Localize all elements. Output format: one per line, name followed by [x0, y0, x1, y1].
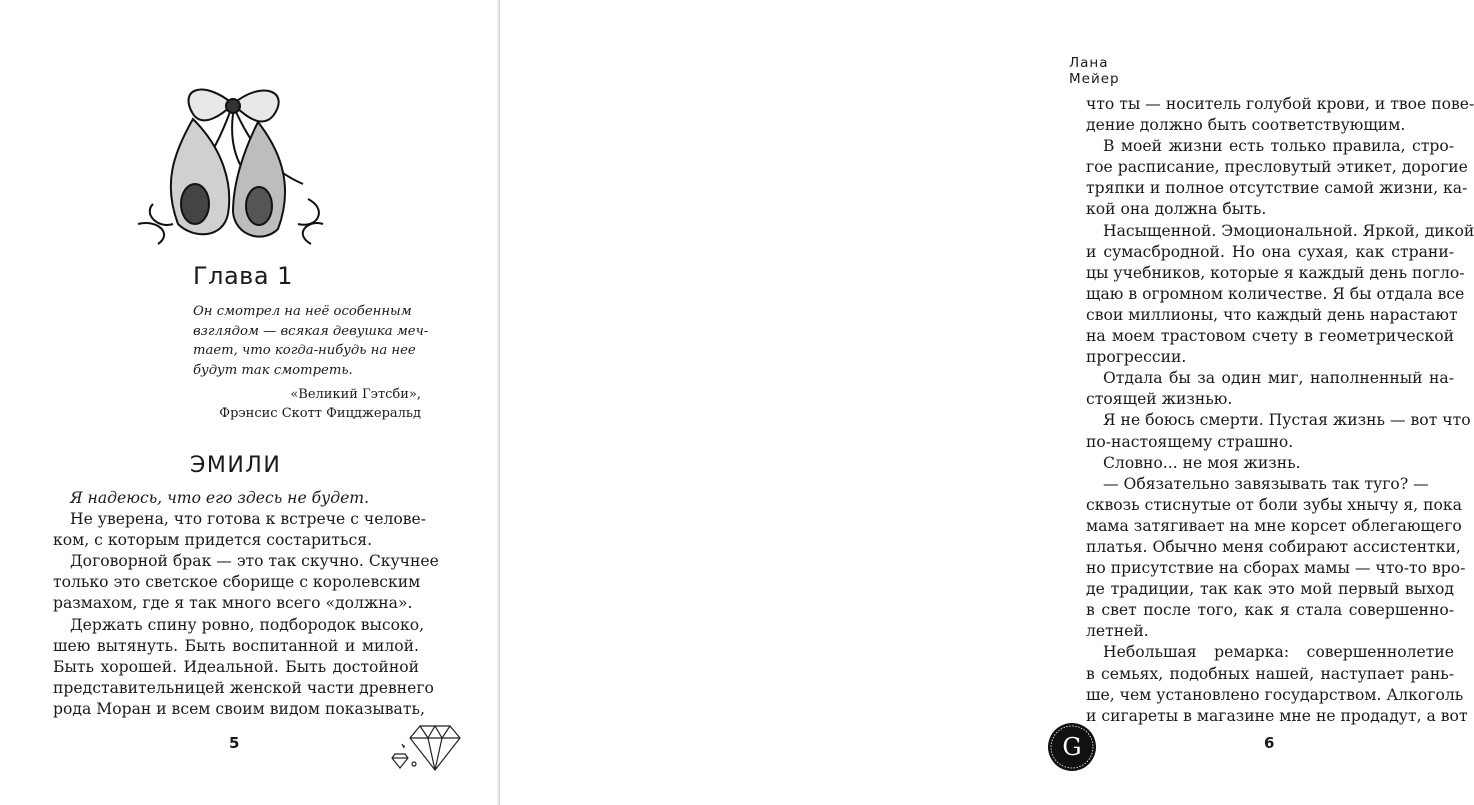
epigraph — [193, 302, 429, 423]
text-line: ком, с которым придется состариться. — [53, 531, 373, 550]
text-line: Быть хорошей. Идеальной. Быть достойной — [53, 657, 419, 676]
page-number: 5 — [229, 734, 240, 752]
text-line: де традиции, так как это мой первый выход — [1086, 580, 1454, 599]
text-line: в семьях, подобных нашей, наступает рань- — [1086, 664, 1454, 683]
text-line: Я не боюсь смерти. Пустая жизнь — вот что — [1103, 411, 1471, 430]
text-line: стоящей жизнью. — [1086, 390, 1233, 409]
text-line: только это светское сборище с королевским — [53, 573, 421, 592]
text-line: на моем трастовом счету в геометрической — [1086, 327, 1454, 346]
text-line: что ты — носитель голубой крови, и твое пове- — [1086, 95, 1474, 113]
text-line: дение должно быть соответствующим. — [1086, 116, 1406, 135]
publisher-logo — [1047, 722, 1097, 772]
text-line: Держать спину ровно, подбородок высоко, — [70, 615, 425, 634]
text-line: по-настоящему страшно. — [1086, 432, 1294, 451]
body-text — [1086, 94, 1474, 727]
right-page — [500, 0, 1474, 805]
text-line: В моей жизни есть только правила, стро- — [1103, 137, 1454, 156]
epigraph-line: взглядом — всякая девушка меч- — [193, 323, 429, 339]
text-line: ше, чем установлено государством. Алкоголь — [1086, 685, 1464, 704]
text-line: цы учебников, которые я каждый день погло- — [1086, 263, 1465, 282]
text-line: кой она должна быть. — [1086, 200, 1267, 219]
ballet-pointe-shoes-icon — [133, 74, 333, 254]
text-line: но присутствие на сборах мамы — что-то вро- — [1086, 559, 1466, 578]
text-line: Не уверена, что готова к встрече с челове- — [70, 510, 427, 529]
diamond-icon — [392, 716, 462, 774]
epigraph-line: будут так смотреть. — [193, 362, 353, 378]
epigraph-line: тает, что когда-нибудь на нее — [193, 343, 416, 358]
text-line: платья. Обычно меня собирают ассистентки, — [1086, 537, 1461, 556]
chapter-title: Глава 1 — [193, 262, 293, 290]
text-line: и сумасбродной. Но она сухая, как страни- — [1086, 242, 1454, 261]
epigraph-source-author: Фрэнсис Скотт Фицджеральд — [219, 406, 421, 421]
text-line: прогрессии. — [1086, 348, 1187, 367]
left-page — [0, 0, 500, 805]
text-line: рода Моран и всем своим видом показывать, — [53, 699, 425, 718]
epigraph-line: Он смотрел на неё особенным — [193, 304, 412, 319]
text-line: Словно... не моя жизнь. — [1103, 453, 1301, 472]
text-line: шею вытянуть. Быть воспитанной и милой. — [53, 636, 419, 655]
text-line: тряпки и полное отсутствие самой жизни, ка- — [1086, 179, 1468, 198]
text-line: представительницей женской части древнего — [53, 678, 434, 697]
publisher-logo-letter: G — [1062, 733, 1082, 761]
epigraph-source-title: «Великий Гэтсби», — [290, 387, 421, 402]
text-line: в свет после того, как я стала совершенно- — [1086, 601, 1454, 620]
section-title: ЭМИЛИ — [190, 453, 282, 478]
text-line: свои миллионы, что каждый день нарастают — [1086, 305, 1458, 324]
text-line: размахом, где я так много всего «должна». — [53, 594, 413, 613]
text-line: гое расписание, пресловутый этикет, дорогие — [1086, 158, 1468, 177]
text-line: Договорной брак — это так скучно. Скучнее — [70, 552, 439, 571]
text-line: Небольшая ремарка: совершеннолетие — [1103, 643, 1454, 662]
text-line: сквозь стиснутые от боли зубы хнычу я, пока — [1086, 495, 1462, 514]
text-line: и сигареты в магазине мне не продадут, а вот — [1086, 706, 1468, 725]
body-text — [53, 488, 439, 720]
text-line: летней. — [1086, 622, 1149, 641]
text-line: щаю в огромном количестве. Я бы отдала все — [1086, 284, 1465, 303]
text-line: — Обязательно завязывать так туго? — — [1103, 474, 1429, 493]
page-number: 6 — [1264, 734, 1275, 752]
text-line: Я надеюсь, что его здесь не будет. — [70, 489, 370, 507]
running-head: Лана Мейер — [1069, 55, 1120, 87]
text-line: мама затягивает на мне корсет облегающего — [1086, 516, 1462, 535]
text-line: Насыщенной. Эмоциональной. Яркой, дикой — [1103, 221, 1474, 240]
text-line: Отдала бы за один миг, наполненный на- — [1103, 369, 1454, 388]
